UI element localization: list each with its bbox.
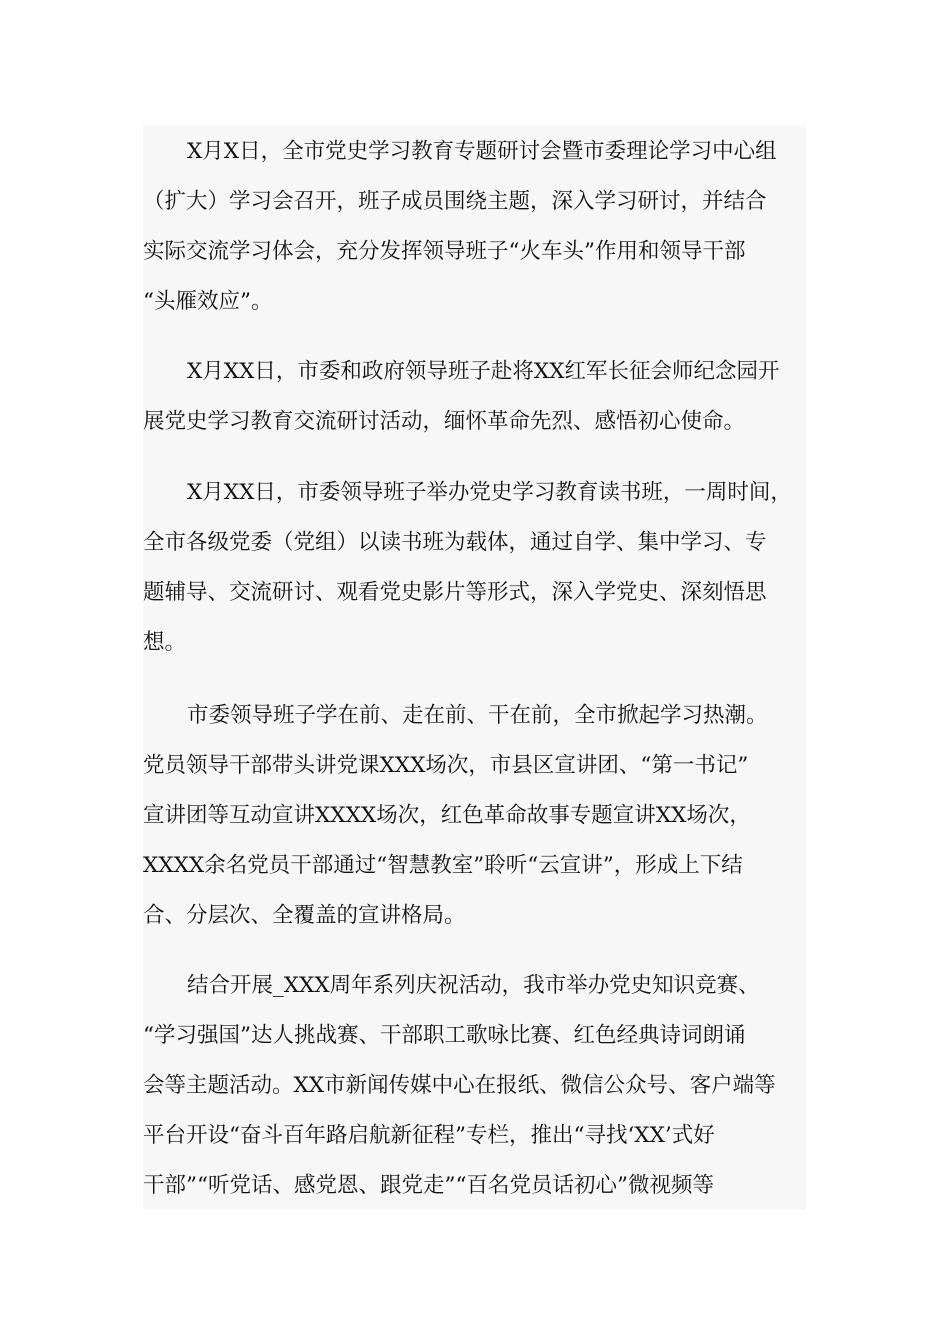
paragraph-line: 市委领导班子学在前、走在前、干在前，全市掀起学习热潮。 — [187, 703, 768, 728]
paragraph-line: X月X日，全市党史学习教育专题研讨会暨市委理论学习中心组 — [187, 139, 777, 164]
paragraph-line: （扩大）学习会召开，班子成员围绕主题，深入学习研讨，并结合 — [143, 189, 767, 214]
paragraph-line: 想。 — [143, 630, 187, 655]
paragraph-line: 干部”“听党话、感党恩、跟党走”“百名党员话初心”微视频等 — [143, 1173, 714, 1198]
paragraph-line: 全市各级党委（党组）以读书班为载体，通过自学、集中学习、专 — [143, 530, 767, 555]
paragraph-4 — [143, 691, 806, 941]
document-body — [143, 125, 806, 1210]
paragraph-line: 展党史学习教育交流研讨活动，缅怀革命先烈、感悟初心使命。 — [143, 409, 746, 434]
paragraph-line: 合、分层次、全覆盖的宣讲格局。 — [143, 903, 466, 928]
paragraph-line: “头雁效应”。 — [143, 289, 273, 314]
paragraph-line: X月XX日，市委和政府领导班子赴将XX红军长征会师纪念园开 — [187, 359, 780, 384]
paragraph-line: X月XX日，市委领导班子举办党史学习教育读书班，一周时间， — [187, 480, 792, 505]
paragraph-2 — [143, 347, 806, 447]
paragraph-line: 结合开展_XXX周年系列庆祝活动，我市举办党史知识竞赛、 — [187, 973, 760, 998]
paragraph-line: 题辅导、交流研讨、观看党史影片等形式，深入学党史、深刻悟思 — [143, 580, 767, 605]
paragraph-line: 平台开设“奋斗百年路启航新征程”专栏，推出“寻找‘XX’式好 — [143, 1123, 715, 1148]
paragraph-3 — [143, 468, 806, 668]
paragraph-line: 会等主题活动。XX市新闻传媒中心在报纸、微信公众号、客户端等 — [143, 1073, 776, 1098]
paragraph-line: XXXX余名党员干部通过“智慧教室”聆听“云宣讲”，形成上下结 — [143, 853, 743, 878]
paragraph-line: 宣讲团等互动宣讲XXXX场次，红色革命故事专题宣讲XX场次， — [143, 803, 751, 828]
paragraph-line: 党员领导干部带头讲党课XXX场次，市县区宣讲团、“第一书记” — [143, 753, 749, 778]
paragraph-5 — [143, 961, 806, 1211]
paragraph-line: 实际交流学习体会，充分发挥领导班子“火车头”作用和领导干部 — [143, 239, 746, 264]
paragraph-1 — [143, 127, 806, 327]
paragraph-line: “学习强国”达人挑战赛、干部职工歌咏比赛、红色经典诗词朗诵 — [143, 1023, 746, 1048]
